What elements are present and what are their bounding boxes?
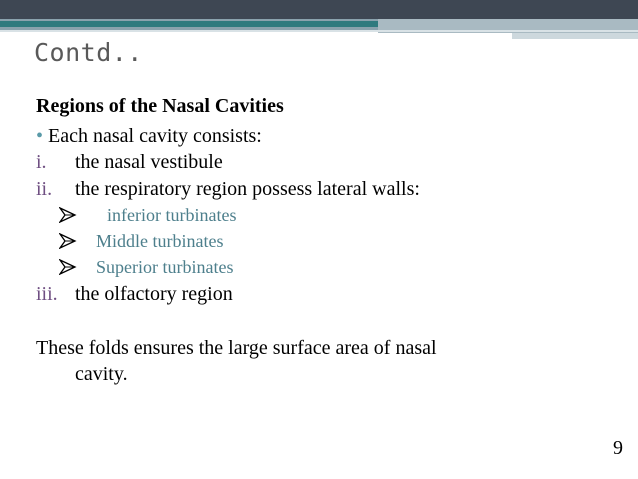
sub-item-superior-turbinates: Superior turbinates — [96, 257, 234, 277]
page-number: 9 — [613, 437, 623, 459]
summary-paragraph-line-2: cavity. — [75, 363, 128, 385]
summary-paragraph-line-1: These folds ensures the large surface area of nasal — [36, 337, 437, 359]
bullet-dot-icon: • — [36, 125, 44, 147]
numbered-item-text: the respiratory region possess lateral walls: — [75, 178, 420, 200]
arrowhead-bullet-icon — [59, 207, 77, 223]
bullet-line — [36, 124, 262, 148]
band-thin-line — [0, 30, 638, 32]
arrowhead-bullet-icon — [59, 259, 77, 275]
bullet-text: Each nasal cavity consists: — [48, 125, 262, 147]
slide-title: Contd.. — [34, 38, 143, 67]
band-dark-strip — [0, 0, 638, 19]
numbered-marker: iii. — [36, 283, 58, 305]
numbered-marker: ii. — [36, 178, 53, 200]
sub-item-inferior-turbinates: inferior turbinates — [107, 205, 237, 225]
numbered-item-text: the nasal vestibule — [75, 151, 223, 173]
band-fade-right — [512, 33, 638, 39]
numbered-marker: i. — [36, 151, 47, 173]
numbered-item-text: the olfactory region — [75, 283, 233, 305]
section-heading: Regions of the Nasal Cavities — [36, 95, 284, 117]
sub-item-middle-turbinates: Middle turbinates — [96, 231, 224, 251]
arrowhead-bullet-icon — [59, 233, 77, 249]
